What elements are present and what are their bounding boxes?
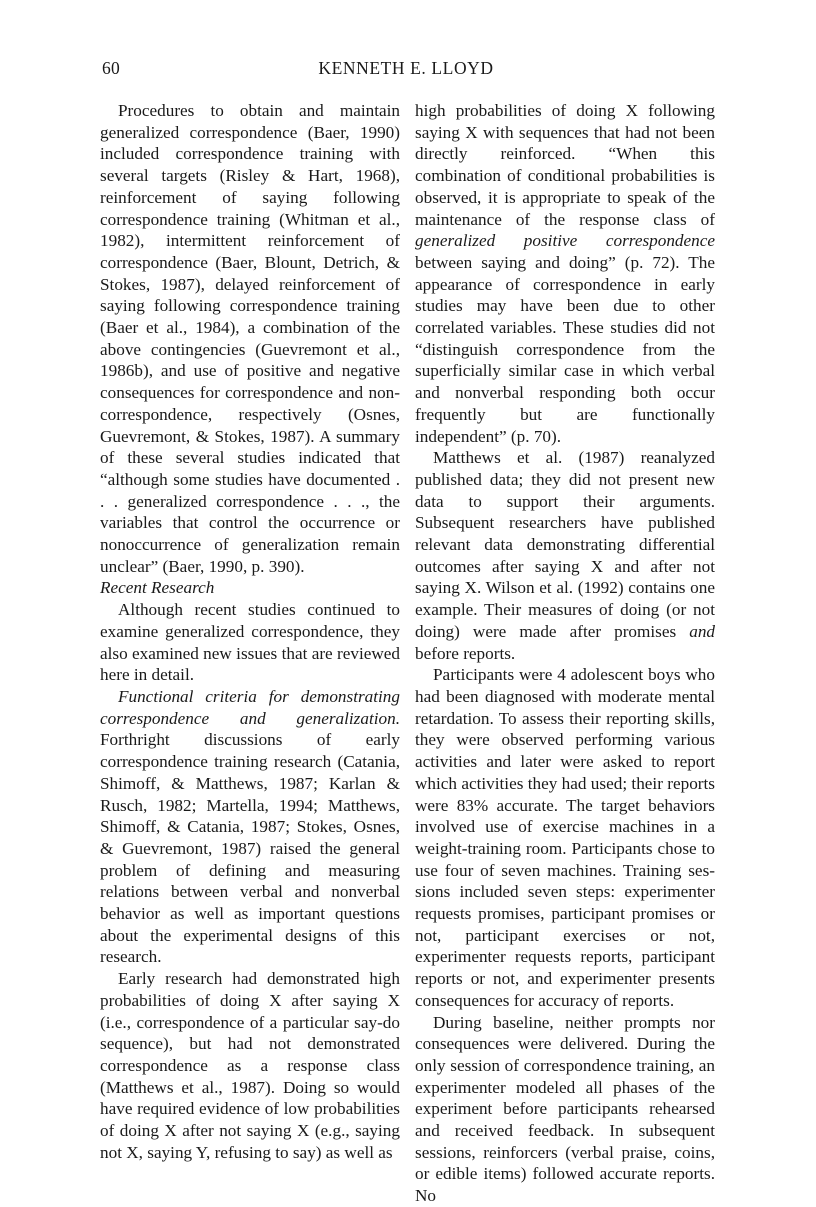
paragraph-early-research: Early research had demonstrated high probabilities of doing X after saying X (i.e., correspondence of a particular say-do sequence), but had not demonstrated correspondence as a response class (Matthews et al., 1987). Doing so would have required evidence of low probabilities of doing X after not saying X (e.g., saying not X, saying Y, refusing to say) as well as bbox=[100, 969, 400, 1162]
running-head: KENNETH E. LLOYD bbox=[318, 58, 494, 78]
text-run: before reports. bbox=[415, 643, 516, 663]
text-run: Matthews et al. (1987) reanalyzed published data; they did not present new data to support their arguments. Subsequent researchers have published relevant data demonstrating differential outcomes after saying X and after not saying X. Wilson et al. (1992) contains one example. Their measures of doing (or not doing) were made after promises bbox=[415, 448, 715, 641]
page-header bbox=[100, 58, 712, 82]
paragraph-procedures: Procedures to obtain and maintain generalized correspondence (Baer, 1990) included correspondence training with several targets (Risley & Hart, 1968), reinforcement of saying following correspondence training (Whitman et al., 1982), intermittent reinforcement of correspondence (Baer, Blount, Detrich, & Stokes, 1987), delayed reinforcement of saying following correspondence training (Baer et al., 1984), a combination of the above contingencies (Guevremont et al., 1986b), and use of positive and negative consequences for correspondence and noncorrespondence, respectively (Osnes, Guevremont, & Stokes, 1987). A summary of these several studies indicated that “although some studies have documented . . . generalized correspondence . . ., the variables that control the occurrence or nonoccurrence of generalization remain unclear” (Baer, 1990, p. 390). bbox=[100, 101, 400, 576]
emphasis-generalized-positive-correspondence: generalized positive correspondence bbox=[415, 231, 715, 251]
paragraph-recent-studies: Although recent studies continued to examine generalized correspondence, they also examined new issues that are reviewed here in detail. bbox=[100, 600, 400, 685]
paragraph-matthews bbox=[415, 447, 715, 664]
text-run: between saying and doing” (p. 72). The appearance of correspondence in early studies may have been due to other correlated variables. These studies did not “distinguish correspondence from the superficially similar case in which verbal and nonverbal responding both occur frequently but are functionally independent” (p. 70). bbox=[415, 252, 715, 446]
paragraph-baseline: During baseline, neither prompts nor consequences were delivered. During the only session of correspondence training, an experimenter modeled all phases of the experiment before participants rehearsed and received feedback. In subsequent sessions, reinforcers (verbal praise, coins, or edible items) followed accurate reports. No bbox=[415, 1012, 715, 1206]
left-column bbox=[100, 100, 400, 1163]
paragraph-participants: Participants were 4 adolescent boys who had been diagnosed with moderate mental retardation. To assess their reporting skills, they were observed performing various activities and later were asked to report which activities they had used; their reports were 83% accurate. The target behaviors involved use of exercise machines in a weight-training room. Participants chose to use four of seven machines. Training sessions included seven steps: experimenter requests promises, participant promises or not, participant exercises or not, experimenter requests reports, participant reports or not, and experimenter presents consequences for accuracy of reports. bbox=[415, 665, 715, 1010]
paragraph-continued bbox=[415, 100, 715, 447]
run-in-heading: Functional criteria for demonstrating correspondence and generalization. bbox=[100, 686, 400, 728]
page-number: 60 bbox=[102, 58, 121, 78]
text-run: high probabilities of doing X following saying X with sequences that had not been directly reinforced. “When this combination of conditional probabilities is observed, it is appropriate to speak of the maintenance of the response class of bbox=[415, 101, 715, 229]
paragraph-functional-criteria bbox=[100, 686, 400, 968]
right-column bbox=[415, 100, 715, 1207]
section-heading-recent-research: Recent Research bbox=[100, 578, 215, 598]
emphasis-and: and bbox=[689, 621, 715, 641]
paragraph-functional-criteria-text: Forthright discussions of early correspondence training research (Catania, Shimoff, & Matthews, 1987; Karlan & Rusch, 1982; Martella, 1994; Matthews, Shimoff, & Catania, 1987; Stokes, Osnes, & Guevremont, 1987) raised the general problem of defining and measuring relations between verbal and nonverbal behavior as well as important questions about the experimental designs of this research. bbox=[100, 730, 400, 967]
